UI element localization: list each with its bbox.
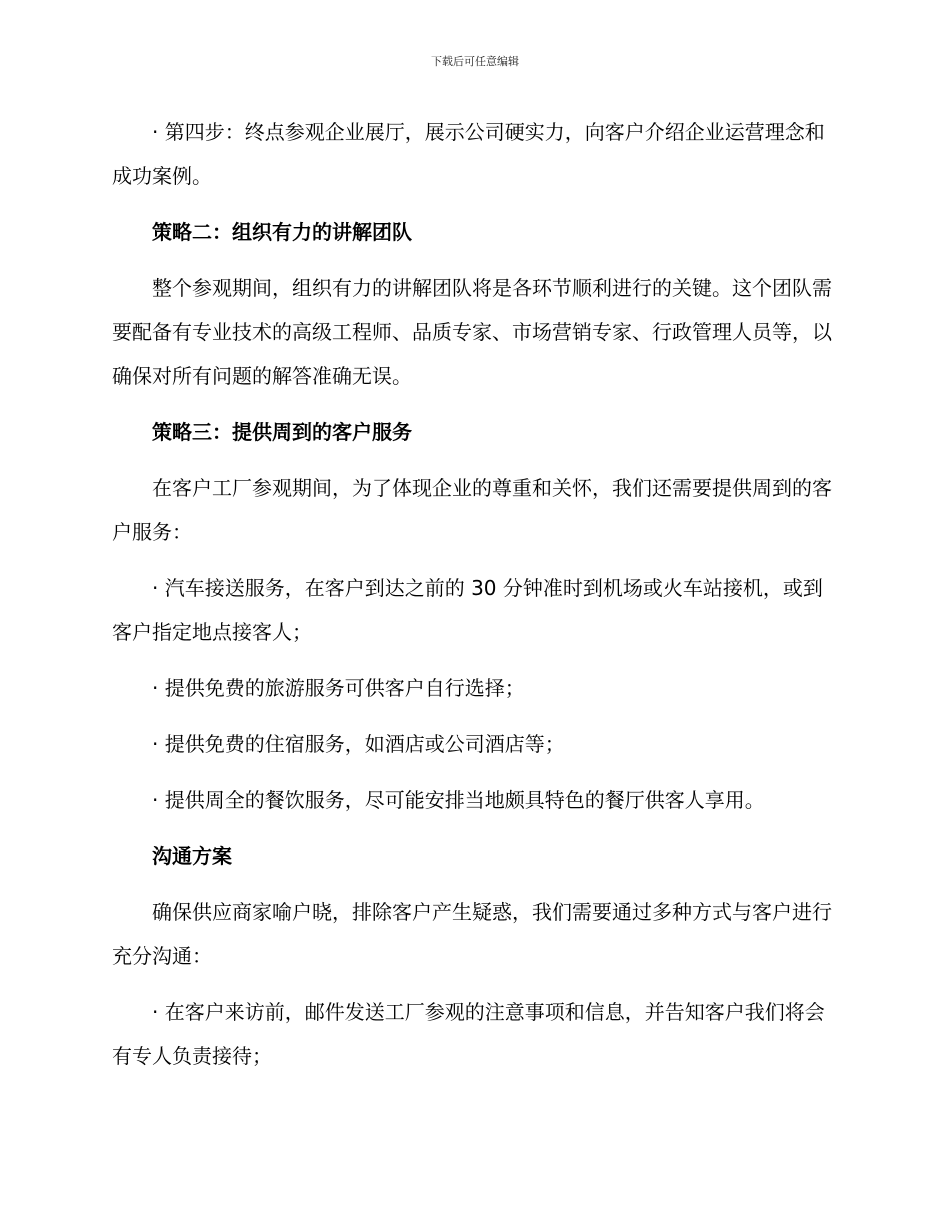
- document-body: [112, 110, 834, 1078]
- page-header: 下载后可任意编辑: [431, 55, 519, 68]
- communication-intro-paragraph: 确保供应商家喻户晓，排除客户产生疑惑，我们需要通过多种方式与客户进行充分沟通：: [112, 900, 832, 968]
- service-intro-paragraph: 在客户工厂参观期间，为了体现企业的尊重和关怀，我们还需要提供周到的客户服务：: [112, 476, 832, 544]
- car-service-item: · 汽车接送服务，在客户到达之前的 30 分钟准时到机场或火车站接机，或到客户指定地点接客人；: [112, 576, 823, 644]
- lodging-service-item: · 提供免费的住宿服务，如酒店或公司酒店等；: [152, 732, 565, 756]
- travel-service-item: · 提供免费的旅游服务可供客户自行选择；: [152, 676, 525, 700]
- communication-heading: 沟通方案: [152, 844, 232, 868]
- dining-service-item: · 提供周全的餐饮服务，尽可能安排当地颇具特色的餐厅供客人享用。: [152, 788, 765, 812]
- step-four-paragraph: · 第四步：终点参观企业展厅，展示公司硬实力，向客户介绍企业运营理念和成功案例。: [112, 120, 825, 188]
- team-paragraph: 整个参观期间，组织有力的讲解团队将是各环节顺利进行的关键。这个团队需要配备有专业技术的高级工程师、品质专家、市场营销专家、行政管理人员等，以确保对所有问题的解答准确无误。: [112, 276, 832, 388]
- strategy-three-heading: 策略三：提供周到的客户服务: [152, 420, 412, 444]
- email-notice-item: · 在客户来访前，邮件发送工厂参观的注意事项和信息，并告知客户我们将会有专人负责接待；: [112, 1000, 825, 1068]
- strategy-two-heading: 策略二：组织有力的讲解团队: [152, 220, 412, 244]
